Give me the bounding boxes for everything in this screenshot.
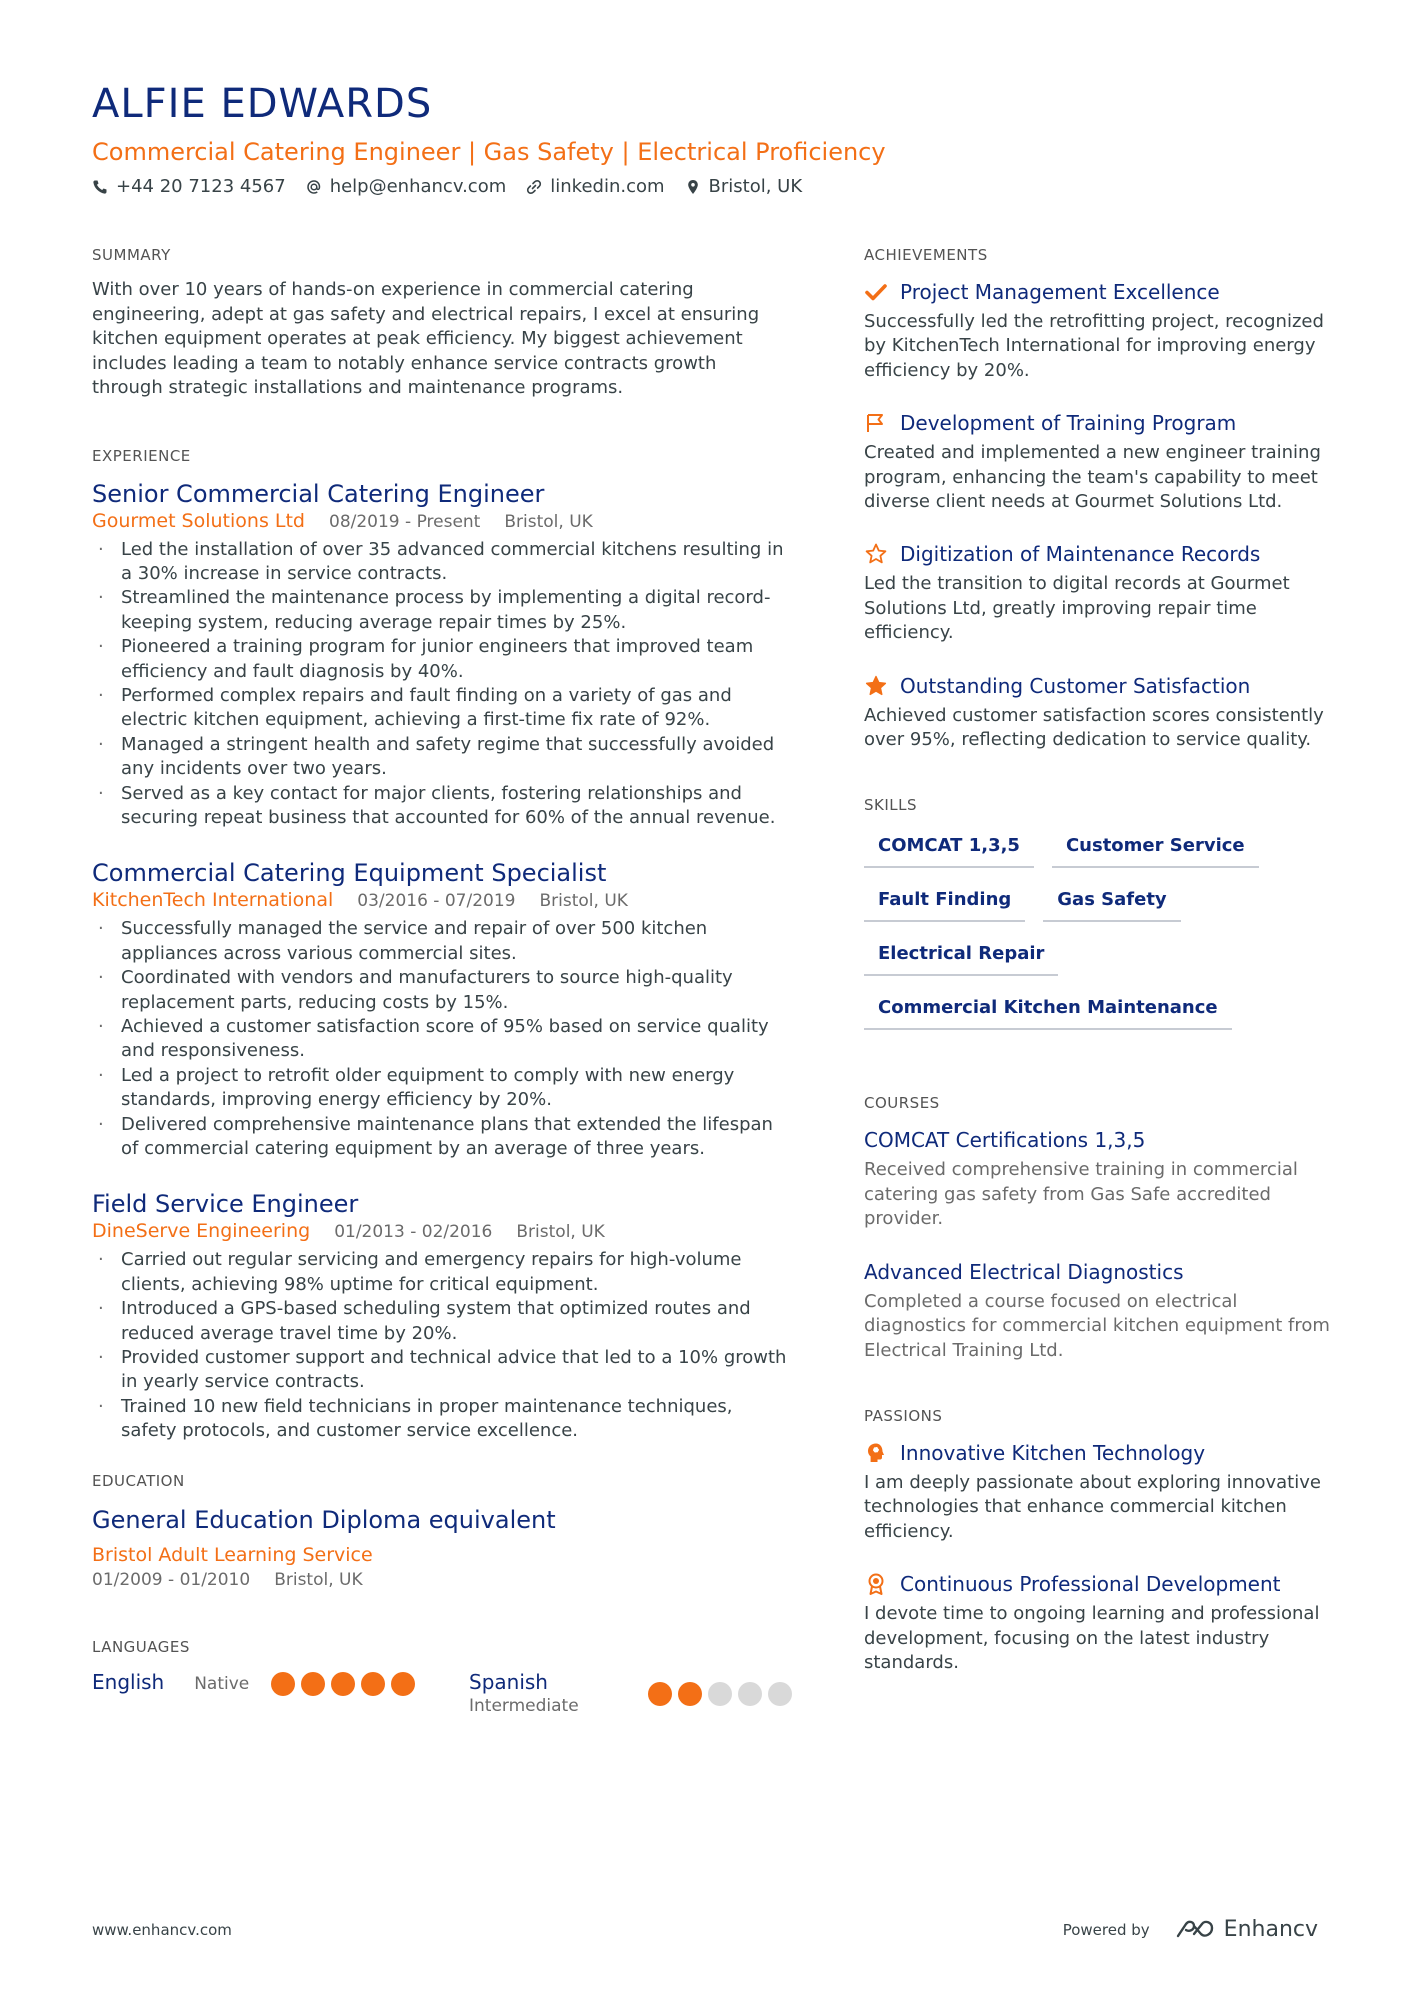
bullet-item: · Carried out regular servicing and emergency repairs for high-volume clients, achieving 98% uptime for critical equipment. (92, 1248, 792, 1297)
bullet-item: · Led the installation of over 35 advanced commercial kitchens resulting in a 30% increase in service contracts. (92, 538, 792, 587)
bullet-item: · Managed a stringent health and safety regime that successfully avoided any incidents over two years. (92, 733, 792, 782)
section-title: SUMMARY (92, 246, 171, 264)
candidate-name: ALFIE EDWARDS (92, 81, 433, 127)
skill-tag: Gas Safety (1043, 882, 1180, 922)
company-name: KitchenTech International (92, 889, 334, 912)
achievement-title: Outstanding Customer Satisfaction (900, 673, 1251, 698)
job-dates: 03/2016 - 07/2019 (357, 891, 516, 912)
achievement-desc: Successfully led the retrofitting project, recognized by KitchenTech International for improving energy efficiency by 20%. (864, 311, 1324, 381)
course-desc: Received comprehensive training in commercial catering gas safety from Gas Safe accredited provider. (864, 1159, 1298, 1230)
course-title: Advanced Electrical Diagnostics (864, 1259, 1184, 1284)
phone-text: +44 20 7123 4567 (116, 176, 286, 197)
summary-text: With over 10 years of hands-on experience in commercial catering engineering, adept at gas safety and electrical repairs, I excel at ensuring kitchen equipment operates at peak efficiency. My biggest achievement includes leading a team to notably enhance service contracts growth through strategic installations and maintenance programs. (92, 279, 760, 398)
star-filled-icon (864, 674, 888, 698)
achievement-header (864, 278, 1334, 306)
languages-section (92, 1638, 792, 1716)
achievement-title: Project Management Excellence (900, 280, 1220, 304)
job-dates: 01/2013 - 02/2016 (334, 1222, 493, 1243)
section-title: ACHIEVEMENTS (864, 246, 988, 264)
section-title: SKILLS (864, 796, 918, 815)
achievement-item (864, 409, 1334, 514)
achievement-header (864, 409, 1334, 437)
proficiency-dot (361, 1672, 385, 1696)
contact-location (685, 176, 803, 197)
job-title: Commercial Catering Equipment Specialist (92, 859, 607, 888)
link-icon (526, 179, 542, 195)
bullet-item: · Pioneered a training program for junior engineers that improved team efficiency and fault diagnosis by 40%. (92, 635, 792, 684)
summary-section (92, 246, 792, 401)
languages-list (92, 1670, 792, 1716)
skill-tag: Commercial Kitchen Maintenance (864, 990, 1232, 1030)
education-meta (92, 1568, 792, 1592)
left-column (92, 246, 792, 1716)
bullet-item: · Provided customer support and technical advice that led to a 10% growth in yearly service contracts. (92, 1346, 792, 1395)
company-name: DineServe Engineering (92, 1220, 311, 1243)
achievement-desc: Achieved customer satisfaction scores consistently over 95%, reflecting dedication to service quality. (864, 704, 1324, 751)
proficiency-dot (678, 1682, 702, 1706)
passion-desc: I am deeply passionate about exploring innovative technologies that enhance commercial kitchen efficiency. (864, 1471, 1321, 1542)
experience-item (92, 858, 792, 1161)
education-section (92, 1472, 792, 1592)
phone-icon (92, 179, 108, 195)
section-title: LANGUAGES (92, 1637, 190, 1656)
language-info (469, 1670, 579, 1716)
language-proficiency-dots (271, 1672, 415, 1696)
language-item (92, 1670, 415, 1716)
page-footer (92, 1917, 1318, 1942)
achievement-desc: Created and implemented a new engineer training program, enhancing the team's capability to meet diverse client needs at Gourmet Solutions Ltd. (864, 442, 1321, 513)
language-level: Native (194, 1673, 250, 1694)
language-name: English (92, 1669, 165, 1694)
contact-linkedin[interactable] (526, 176, 664, 197)
brand-name: Enhancv (1223, 1917, 1318, 1942)
course-title: COMCAT Certifications 1,3,5 (864, 1128, 1146, 1153)
achievement-header (864, 540, 1334, 568)
passion-header (864, 1570, 1334, 1598)
job-meta (92, 1219, 792, 1244)
bullet-item: · Coordinated with vendors and manufacturers to source high-quality replacement parts, reducing costs by 15%. (92, 966, 792, 1015)
job-bullets (92, 1248, 792, 1443)
at-icon (306, 179, 322, 195)
skills-list (864, 828, 1324, 1030)
job-location: Bristol, UK (539, 891, 628, 912)
experience-section (92, 447, 792, 1444)
bullet-item: · Introduced a GPS-based scheduling system that optimized routes and reduced average travel time by 20%. (92, 1297, 792, 1346)
bullet-item: · Served as a key contact for major clients, fostering relationships and securing repeat business that accounted for 60% of the annual revenue. (92, 782, 792, 831)
degree-title: General Education Diploma equivalent (92, 1505, 556, 1534)
passion-desc: I devote time to ongoing learning and professional development, focusing on the latest industry standards. (864, 1603, 1320, 1673)
powered-by (1063, 1917, 1318, 1942)
language-item (469, 1670, 792, 1716)
contact-phone (92, 176, 286, 197)
bullet-item: · Delivered comprehensive maintenance plans that extended the lifespan of commercial catering equipment by an average of three years. (92, 1113, 792, 1162)
check-icon (864, 280, 888, 304)
skill-tag: Electrical Repair (864, 936, 1058, 976)
section-title: COURSES (864, 1094, 940, 1113)
achievement-item (864, 672, 1334, 753)
achievement-item (864, 278, 1334, 383)
skill-tag: Customer Service (1052, 828, 1259, 868)
job-title: Senior Commercial Catering Engineer (92, 479, 545, 508)
course-desc: Completed a course focused on electrical diagnostics for commercial kitchen equipment from Electrical Training Ltd. (864, 1290, 1330, 1361)
email-text[interactable]: help@enhancv.com (329, 176, 507, 197)
brand-logo[interactable] (1172, 1917, 1318, 1942)
language-info (92, 1670, 249, 1694)
proficiency-dot (301, 1672, 325, 1696)
school-name: Bristol Adult Learning Service (92, 1543, 373, 1566)
passion-item (864, 1439, 1334, 1544)
job-title: Field Service Engineer (92, 1190, 359, 1219)
achievement-desc: Led the transition to digital records at Gourmet Solutions Ltd, greatly improving repair time efficiency. (864, 573, 1290, 644)
bullet-item: · Trained 10 new field technicians in proper maintenance techniques, safety protocols, and customer service excellence. (92, 1395, 792, 1444)
bullet-item: · Led a project to retrofit older equipment to comply with new energy standards, improving energy efficiency by 20%. (92, 1064, 792, 1113)
passion-item (864, 1570, 1334, 1675)
skill-tag: COMCAT 1,3,5 (864, 828, 1034, 868)
contact-email[interactable] (306, 176, 507, 197)
education-location: Bristol, UK (274, 1569, 363, 1590)
passion-title: Innovative Kitchen Technology (900, 1440, 1206, 1465)
job-location: Bristol, UK (504, 511, 593, 532)
achievement-title: Digitization of Maintenance Records (900, 542, 1261, 567)
proficiency-dot (768, 1682, 792, 1706)
section-title: EDUCATION (92, 1471, 185, 1490)
job-meta (92, 888, 792, 913)
proficiency-dot (648, 1682, 672, 1706)
bullet-item: · Streamlined the maintenance process by implementing a digital record-keeping system, reducing average repair times by 25%. (92, 586, 792, 635)
proficiency-dot (271, 1672, 295, 1696)
company-name: Gourmet Solutions Ltd (92, 509, 305, 532)
location-text: Bristol, UK (708, 176, 803, 197)
job-location: Bristol, UK (516, 1222, 605, 1243)
achievements-section (864, 246, 1334, 752)
bullet-item: · Successfully managed the service and repair of over 500 kitchen appliances across various commercial sites. (92, 917, 792, 966)
candidate-tagline: Commercial Catering Engineer | Gas Safety | Electrical Proficiency (92, 138, 886, 166)
achievement-title: Development of Training Program (900, 411, 1237, 436)
language-level: Intermediate (469, 1695, 579, 1716)
proficiency-dot (391, 1672, 415, 1696)
resume-header (92, 78, 1332, 197)
skill-tag: Fault Finding (864, 882, 1025, 922)
award-icon (864, 1572, 888, 1596)
section-title: PASSIONS (864, 1406, 943, 1425)
job-meta (92, 509, 792, 534)
location-pin-icon (685, 179, 701, 195)
course-item (864, 1258, 1334, 1363)
proficiency-dot (708, 1682, 732, 1706)
job-bullets (92, 917, 792, 1161)
powered-by-label: Powered by (1062, 1920, 1150, 1939)
right-column (864, 246, 1334, 1701)
flag-icon (864, 411, 888, 435)
education-dates: 01/2009 - 01/2010 (92, 1569, 251, 1590)
star-outline-icon (864, 542, 888, 566)
bullet-item: · Performed complex repairs and fault finding on a variety of gas and electric kitchen equipment, achieving a first-time fix rate of 92%. (92, 684, 792, 733)
language-proficiency-dots (648, 1682, 792, 1706)
linkedin-text[interactable]: linkedin.com (550, 176, 665, 197)
achievement-header (864, 672, 1334, 700)
proficiency-dot (738, 1682, 762, 1706)
enhancv-logo-icon (1172, 1918, 1216, 1942)
job-bullets (92, 538, 792, 831)
job-dates: 08/2019 - Present (329, 511, 481, 532)
proficiency-dot (331, 1672, 355, 1696)
experience-item (92, 479, 792, 831)
language-name: Spanish (469, 1669, 548, 1694)
skills-section (864, 796, 1334, 1030)
brain-icon (864, 1441, 888, 1465)
course-item (864, 1126, 1334, 1231)
passion-header (864, 1439, 1334, 1467)
bullet-item: · Achieved a customer satisfaction score of 95% based on service quality and responsiveness. (92, 1015, 792, 1064)
achievement-item (864, 540, 1334, 645)
passions-section (864, 1407, 1334, 1675)
passion-title: Continuous Professional Development (900, 1572, 1281, 1597)
footer-url[interactable]: www.enhancv.com (92, 1920, 232, 1939)
courses-section (864, 1094, 1334, 1362)
contact-row (92, 176, 1332, 197)
section-title: EXPERIENCE (92, 446, 191, 465)
experience-item (92, 1189, 792, 1443)
